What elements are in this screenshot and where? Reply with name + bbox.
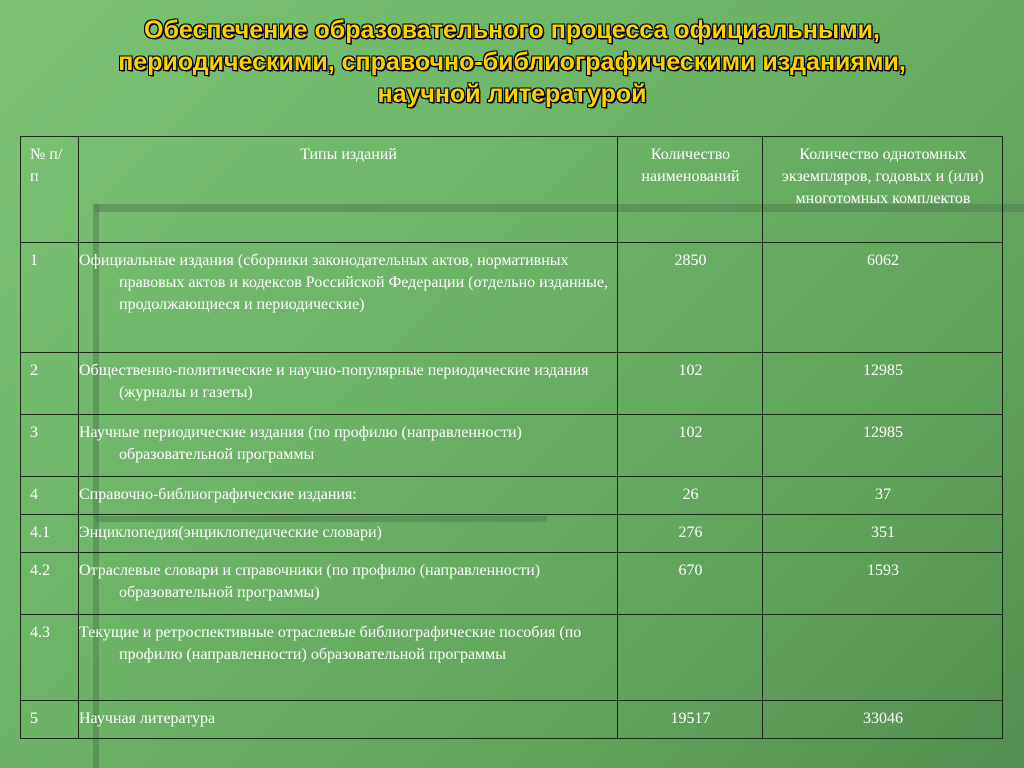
row-titles-count: 670: [618, 553, 763, 615]
row-number: 4.2: [21, 553, 79, 615]
row-publication-type: Справочно-библиографические издания:: [79, 477, 618, 515]
row-copies-count: 12985: [763, 353, 1003, 415]
header-publication-type: Типы изданий: [79, 137, 618, 243]
row-publication-type: Официальные издания (сборники законодательных актов, нормативных правовых актов и кодексов Российской Федерации (отдельно изданные, продолжающиеся и периодические): [79, 243, 618, 353]
row-copies-count: 33046: [763, 701, 1003, 739]
row-publication-type: Общественно-политические и научно-популярные периодические издания (журналы и газеты): [79, 353, 618, 415]
row-copies-count: [763, 615, 1003, 701]
row-number: 1: [21, 243, 79, 353]
row-number: 4: [21, 477, 79, 515]
row-publication-type: Научные периодические издания (по профилю (направленности) образовательной программы: [79, 415, 618, 477]
table-row: [21, 615, 1003, 701]
header-titles-count: Количество наименований: [618, 137, 763, 243]
table-row: [21, 701, 1003, 739]
table-row: [21, 477, 1003, 515]
row-titles-count: [618, 615, 763, 701]
row-titles-count: 102: [618, 415, 763, 477]
row-titles-count: 276: [618, 515, 763, 553]
row-copies-count: 6062: [763, 243, 1003, 353]
row-number: 4.1: [21, 515, 79, 553]
slide-title-line-2: периодическими, справочно-библиографическими изданиями,: [118, 48, 906, 76]
slide-title-line-1: Обеспечение образовательного процесса официальными,: [144, 16, 880, 44]
row-number: 5: [21, 701, 79, 739]
table-header-row: [21, 137, 1003, 243]
header-copies-count: Количество однотомных экземпляров, годовых и (или) многотомных комплектов: [763, 137, 1003, 243]
row-publication-type: Энциклопедия(энциклопедические словари): [79, 515, 618, 553]
slide-title-line-3: научной литературой: [377, 80, 647, 108]
row-titles-count: 19517: [618, 701, 763, 739]
row-titles-count: 26: [618, 477, 763, 515]
table-row: [21, 415, 1003, 477]
row-number: 4.3: [21, 615, 79, 701]
row-number: 2: [21, 353, 79, 415]
row-titles-count: 102: [618, 353, 763, 415]
publications-table: [20, 136, 1003, 739]
row-copies-count: 37: [763, 477, 1003, 515]
table-row: [21, 353, 1003, 415]
row-number: 3: [21, 415, 79, 477]
row-titles-count: 2850: [618, 243, 763, 353]
row-copies-count: 1593: [763, 553, 1003, 615]
table-row: [21, 515, 1003, 553]
row-publication-type: Отраслевые словари и справочники (по профилю (направленности) образовательной программы): [79, 553, 618, 615]
table-row: [21, 553, 1003, 615]
table-row: [21, 243, 1003, 353]
row-publication-type: Текущие и ретроспективные отраслевые библиографические пособия (по профилю (направленности) образовательной программы: [79, 615, 618, 701]
slide-title: [20, 14, 1004, 110]
row-publication-type: Научная литература: [79, 701, 618, 739]
row-copies-count: 12985: [763, 415, 1003, 477]
header-number: № п/п: [21, 137, 79, 243]
row-copies-count: 351: [763, 515, 1003, 553]
